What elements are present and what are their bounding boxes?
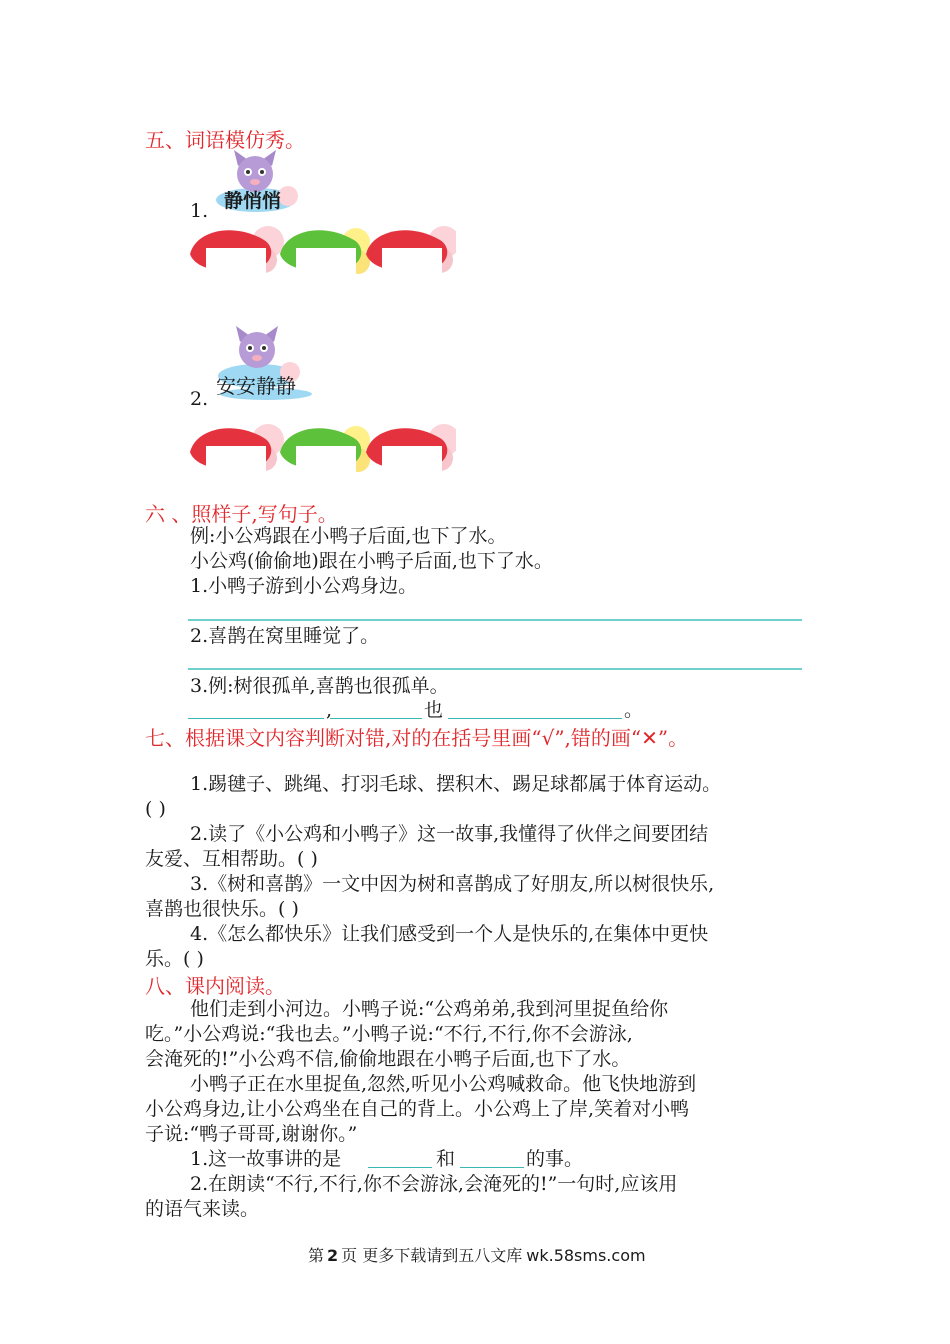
judge-1-line-1: 1.踢毽子、跳绳、打羽毛球、摆积木、踢足球都属于体育运动。 [190,773,722,795]
word-ye: 也 [424,699,444,721]
answer-blank-6-3a[interactable] [188,718,324,719]
answer-blank-8-1a[interactable] [368,1167,432,1168]
answer-line-6-1[interactable] [188,619,802,621]
leaf-blank-green-2[interactable] [280,426,370,472]
footer-url[interactable]: wk.58sms.com [526,1246,646,1265]
answer-leaves-2 [186,420,456,476]
item1-number: 1. [190,200,209,222]
reading-q2-line-2: 的语气来读。 [145,1198,260,1220]
passage-p2-line-2: 小公鸡身边,让小公鸡坐在自己的背上。小公鸡上了岸,笑着对小鸭 [145,1098,690,1120]
example-word-1: 静悄悄 [224,190,282,212]
leaf-blank-red-3[interactable] [190,424,284,472]
item2-number: 2. [190,388,209,410]
leaf-blank-red-1[interactable] [190,226,284,274]
answer-leaves-1 [186,222,456,278]
page-number: 2 [327,1246,339,1265]
example-line-1: 例:小公鸡跟在小鸭子后面,也下了水。 [190,525,507,547]
section7-title: 七、根据课文内容判断对错,对的在括号里画“√”,错的画“✕”。 [145,726,689,750]
passage-p2-line-3: 子说:“鸭子哥哥,谢谢你。” [145,1123,358,1145]
example-word-2: 安安静静 [216,374,296,398]
reading-q1-part-3: 的事。 [526,1148,584,1170]
leaf-blank-red-2[interactable] [366,226,456,274]
leaf-blank-red-4[interactable] [366,424,456,472]
example-line-2: 小公鸡(偷偷地)跟在小鸭子后面,也下了水。 [190,550,553,572]
question-6-3: 3.例:树很孤单,喜鹊也很孤单。 [190,675,449,697]
judge-3-line-2[interactable]: 喜鹊也很快乐。( ) [145,898,299,920]
section6-title: 六 、照样子,写句子。 [145,502,338,526]
section5-title: 五、词语模仿秀。 [145,128,305,152]
judge-2-line-1: 2.读了《小公鸡和小鸭子》这一故事,我懂得了伙伴之间要团结 [190,823,709,845]
period-6-3: 。 [624,699,644,721]
answer-blank-6-3b[interactable] [330,718,422,719]
answer-blank-6-3c[interactable] [448,718,622,719]
question-6-2: 2.喜鹊在窝里睡觉了。 [190,625,380,647]
page-footer [308,1243,646,1266]
answer-blank-8-1b[interactable] [460,1167,524,1168]
judge-4-line-1: 4.《怎么都快乐》让我们感受到一个人是快乐的,在集体中更快 [190,923,709,945]
passage-p1-line-1: 他们走到小河边。小鸭子说:“公鸡弟弟,我到河里捉鱼给你 [190,998,669,1020]
reading-q1-part-1: 1.这一故事讲的是 [190,1148,342,1170]
passage-p2-line-1: 小鸭子正在水里捉鱼,忽然,听见小公鸡喊救命。他飞快地游到 [190,1073,697,1095]
judge-4-line-2[interactable]: 乐。( ) [145,948,204,970]
section8-title: 八、课内阅读。 [145,974,285,998]
comma-6-3: , [326,699,333,721]
judge-3-line-1: 3.《树和喜鹊》一文中因为树和喜鹊成了好朋友,所以树很快乐, [190,873,715,895]
judge-2-line-2[interactable]: 友爱、互相帮助。( ) [145,848,318,870]
passage-p1-line-2: 吃。”小公鸡说:“我也去。”小鸭子说:“不行,不行,你不会游泳, [145,1023,633,1045]
question-6-1: 1.小鸭子游到小公鸡身边。 [190,575,418,597]
judge-1-bracket[interactable]: ( ) [145,798,166,820]
answer-line-6-2[interactable] [188,668,802,670]
footer-prefix: 第 [308,1246,325,1265]
passage-p1-line-3: 会淹死的!”小公鸡不信,偷偷地跟在小鸭子后面,也下了水。 [145,1048,631,1070]
reading-q1-part-2: 和 [436,1148,456,1170]
reading-q2-line-1: 2.在朗读“不行,不行,你不会游泳,会淹死的!”一句时,应该用 [190,1173,678,1195]
leaf-blank-green-1[interactable] [280,228,370,274]
footer-text: 页 更多下载请到五八文库 [341,1246,523,1265]
